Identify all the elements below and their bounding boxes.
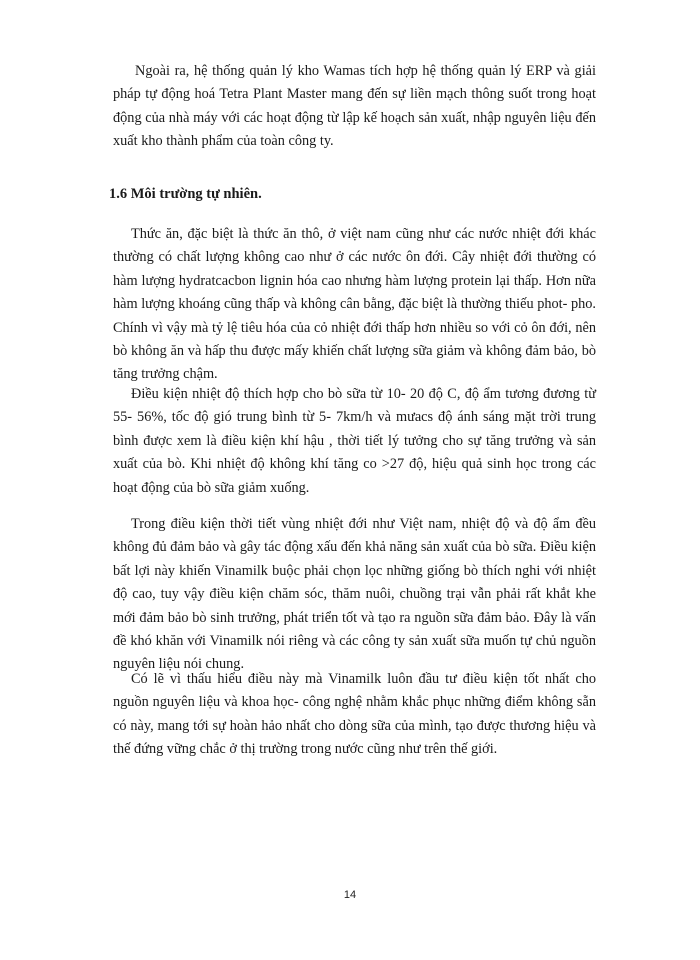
paragraph-tropical-weather: Trong điều kiện thời tiết vùng nhiệt đới như Việt nam, nhiệt độ và độ ẩm đều không đủ đảm bảo và gây tác động xấu đến khả năng sản xuất của bò sữa. Điều kiện bất lợi này khiến Vinamilk buộc phải chọn lọc những giống bò thích nghi với nhiệt độ cao, tuy vậy điều kiện chăm sóc, thăm nuôi, chuồng trại vẫn phải rất khắt khe mới đảm bảo bò sinh trưởng, phát triển tốt và tạo ra nguồn sữa đảm bảo. Đây là vấn đề khó khăn với Vinamilk nói riêng và các công ty sản xuất sữa muốn tự chủ nguồn nguyên liệu nói chung. — [113, 516, 596, 673]
paragraph-feed-quality: Thức ăn, đặc biệt là thức ăn thô, ở việt nam cũng như các nước nhiệt đới khác thường có chất lượng không cao như ở các nước ôn đới. Cây nhiệt đới thường có hàm lượng hydratcacbon lignin hóa cao nhưng hàm lượng protein lại thấp. Hơn nữa hàm lượng khoáng cũng thấp và không cân bằng, đặc biệt là thường thiếu phot- pho. Chính vì vậy mà tỷ lệ tiêu hóa của cỏ nhiệt đới thấp hơn nhiều so với cỏ ôn đới, nên bò không ăn và hấp thu được mấy khiến chất lượng sữa giảm và không đảm bảo, bò tăng trưởng chậm. — [113, 226, 596, 383]
section-heading: 1.6 Môi trường tự nhiên. — [109, 186, 262, 202]
paragraph-vinamilk-investment: Có lẽ vì thấu hiểu điều này mà Vinamilk luôn đầu tư điều kiện tốt nhất cho nguồn nguyên liệu và khoa học- công nghệ nhằm khắc phục những điểm không sẵn có này, mang tới sự hoàn hảo nhất cho dòng sữa của mình, tạo được thương hiệu và thế đứng vững chắc ở thị trường trong nước cũng như trên thế giới. — [113, 671, 596, 758]
paragraph-climate-conditions: Điều kiện nhiệt độ thích hợp cho bò sữa từ 10- 20 độ C, độ ẩm tương đương từ 55- 56%, tốc độ gió trung bình từ 5- 7km/h và mưacs độ ánh sáng mặt trời trung bình được xem là điều kiện khí hậu , thời tiết lý tưởng cho sự tăng trưởng và sản xuất của bò. Khi nhiệt độ không khí tăng co >27 độ, hiệu quả sinh học trong các hoạt động của bò sữa giảm xuống. — [113, 386, 596, 496]
page-number: 14 — [343, 889, 357, 901]
paragraph-erp-integration: Ngoài ra, hệ thống quản lý kho Wamas tích hợp hệ thống quản lý ERP và giải pháp tự động hoá Tetra Plant Master mang đến sự liền mạch thông suốt trong hoạt động của nhà máy với các hoạt động từ lập kế hoạch sản xuất, nhập nguyên liệu đến xuất kho thành phẩm của toàn công ty. — [113, 63, 596, 150]
